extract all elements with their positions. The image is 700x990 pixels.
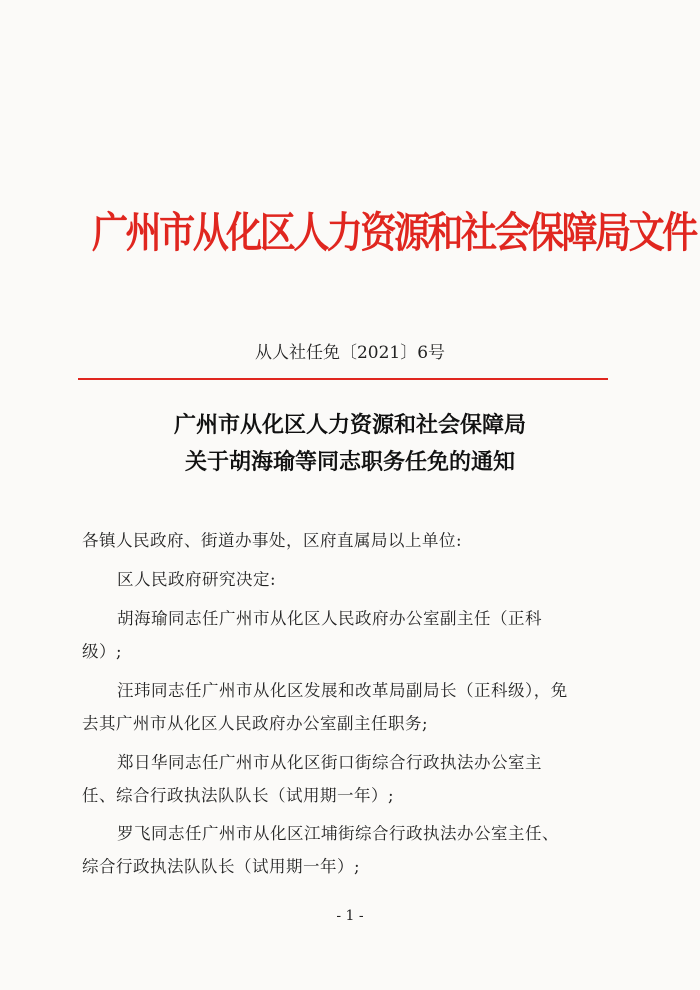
appointment-item-4-line1: 罗飞同志任广州市从化区江埔街综合行政执法办公室主任、 bbox=[117, 824, 559, 843]
appointment-item-2-line1: 汪玮同志任广州市从化区发展和改革局副局长（正科级），免 bbox=[117, 681, 568, 700]
appointment-item-3-line1: 郑日华同志任广州市从化区街口街综合行政执法办公室主 bbox=[117, 753, 542, 772]
appointment-item-1-line1: 胡海瑜同志任广州市从化区人民政府办公室副主任（正科 bbox=[117, 609, 542, 628]
red-divider-line bbox=[78, 378, 608, 380]
notice-title-line1: 广州市从化区人力资源和社会保障局 bbox=[173, 412, 526, 438]
page-number: - 1 - bbox=[336, 908, 364, 924]
agency-header-title: 广州市从化区人力资源和社会保障局文件 bbox=[92, 208, 696, 257]
document-number: 从人社任免〔2021〕6号 bbox=[254, 343, 446, 363]
appointment-item-2-line2: 去其广州市从化区人民政府办公室副主任职务; bbox=[82, 714, 429, 733]
notice-title-line2: 关于胡海瑜等同志职务任免的通知 bbox=[184, 449, 515, 475]
appointment-item-3-line2: 任、综合行政执法队队长（试用期一年）; bbox=[82, 786, 395, 805]
addressee-line: 各镇人民政府、街道办事处，区府直属局以上单位: bbox=[82, 531, 463, 550]
intro-line: 区人民政府研究决定: bbox=[117, 570, 277, 589]
appointment-item-1-line2: 级）; bbox=[82, 642, 123, 661]
appointment-item-4-line2: 综合行政执法队队长（试用期一年）; bbox=[82, 857, 361, 876]
